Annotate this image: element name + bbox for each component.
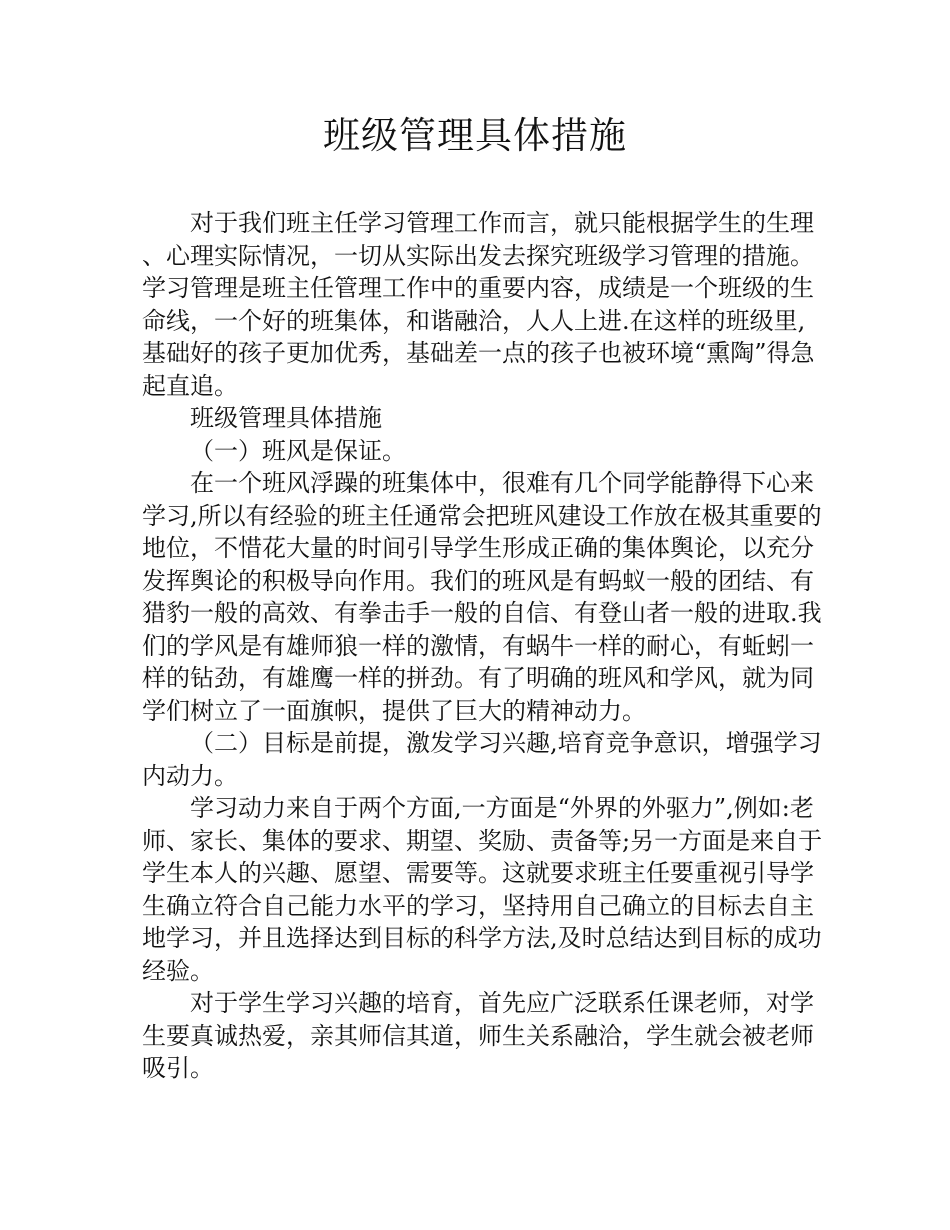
paragraph-heading-2: （二）目标是前提，激发学习兴趣,培育竞争意识，增强学习内动力。 <box>142 729 822 790</box>
paragraph-intro: 对于我们班主任学习管理工作而言，就只能根据学生的生理、心理实际情况，一切从实际出发去探究班级学习管理的措施。学习管理是班主任管理工作中的重要内容，成绩是一个班级的生命线，一个好的班集体，和谐融洽，人人上进.在这样的班级里,基础好的孩子更加优秀，基础差一点的孩子也被环境“熏陶”得急起直追。 <box>142 209 815 400</box>
paragraph-heading-1: （一）班风是保证。 <box>190 436 406 465</box>
paragraph-class-style: 在一个班风浮躁的班集体中，很难有几个同学能静得下心来学习,所以有经验的班主任通常会把班风建设工作放在极其重要的地位，不惜花大量的时间引导学生形成正确的集体舆论，以充分发挥舆论的积极导向作用。我们的班风是有蚂蚁一般的团结、有猎豹一般的高效、有拳击手一般的自信、有登山者一般的进取.我们的学风是有雄师狼一样的激情，有蜗牛一样的耐心，有蚯蚓一样的钻劲，有雄鹰一样的拼劲。有了明确的班风和学风，就为同学们树立了一面旗帜，提供了巨大的精神动力。 <box>142 469 822 725</box>
document-body <box>142 207 827 1085</box>
paragraph-section-heading: 班级管理具体措施 <box>190 404 382 432</box>
paragraph-motivation: 学习动力来自于两个方面,一方面是“外界的外驱力”,例如:老师、家长、集体的要求、期望、奖励、责备等;另一方面是来自于学生本人的兴趣、愿望、需要等。这就要求班主任要重视引导学生确立符合自己能力水平的学习，坚持用自己确立的目标去自主地学习，并且选择达到目标的科学方法,及时总结达到目标的成功经验。 <box>142 794 823 985</box>
paragraph-interest: 对于学生学习兴趣的培育，首先应广泛联系任课老师，对学生要真诚热爱，亲其师信其道，师生关系融洽，学生就会被老师吸引。 <box>142 989 814 1082</box>
document-title: 班级管理具体措施 <box>323 114 627 157</box>
